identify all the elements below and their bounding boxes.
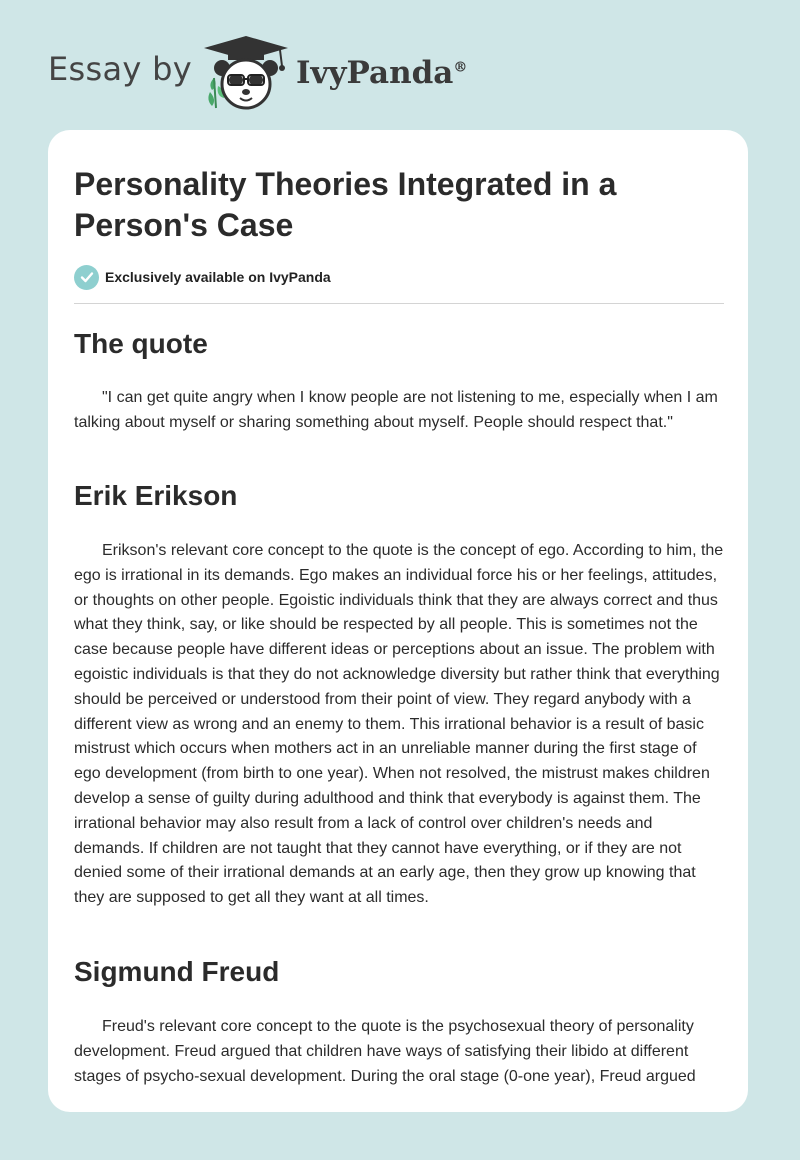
exclusive-badge [74, 264, 331, 290]
brand-name[interactable]: IvyPanda® [296, 55, 468, 91]
essay-by-label: Essay by [48, 50, 192, 88]
section-heading-quote: The quote [74, 328, 208, 359]
section-heading-freud: Sigmund Freud [74, 956, 280, 987]
section-heading-erikson: Erik Erikson [74, 480, 238, 511]
site-header [0, 0, 800, 130]
section-body-quote: "I can get quite angry when I know people are not listening to me, especially when I am talking about myself or sharing something about myself. People should respect that." [74, 389, 718, 431]
article-card [48, 130, 748, 1112]
section-body-freud: Freud's relevant core concept to the quote is the psychosexual theory of personality development. Freud argued that children have ways of satisfying their libido at different stages of psycho-sexual development. During the oral stage (0-one year), Freud argued [74, 1018, 696, 1085]
divider [74, 303, 724, 304]
section-body-erikson: Erikson's relevant core concept to the quote is the concept of ego. According to him, the ego is irrational in its demands. Ego makes an individual force his or her feelings, attitudes, or thoughts on other people. Egoistic individuals think that they are always correct and thus what they think, say, or like should be respected by all people. This is sometimes not the case because people have different ideas or perceptions about an issue. The problem with egoistic individuals is that they do not acknowledge diversity but rather think that everything should be perceived or understood from their point of view. They regard anybody with a different view as wrong and an enemy to them. This irrational behavior is a result of basic mistrust which occurs when mothers act in an unreliable manner during the first stage of ego development (from birth to one year). When not resolved, the mistrust makes children develop a sense of guilty during adulthood and think that everybody is against them. The irrational behavior may also result from a lack of control over children's needs and demands. If children are not taught that they cannot have everything, or if they are not denied some of their irrational demands at an early age, then they grow up knowing that they are supposed to get all they want at all times. [74, 542, 724, 907]
exclusive-label: Exclusively available on IvyPanda [105, 269, 331, 285]
checkmark-icon [74, 265, 99, 290]
panda-graduate-logo-icon[interactable] [200, 34, 292, 110]
article-title: Personality Theories Integrated in a Person's Case [74, 166, 617, 243]
